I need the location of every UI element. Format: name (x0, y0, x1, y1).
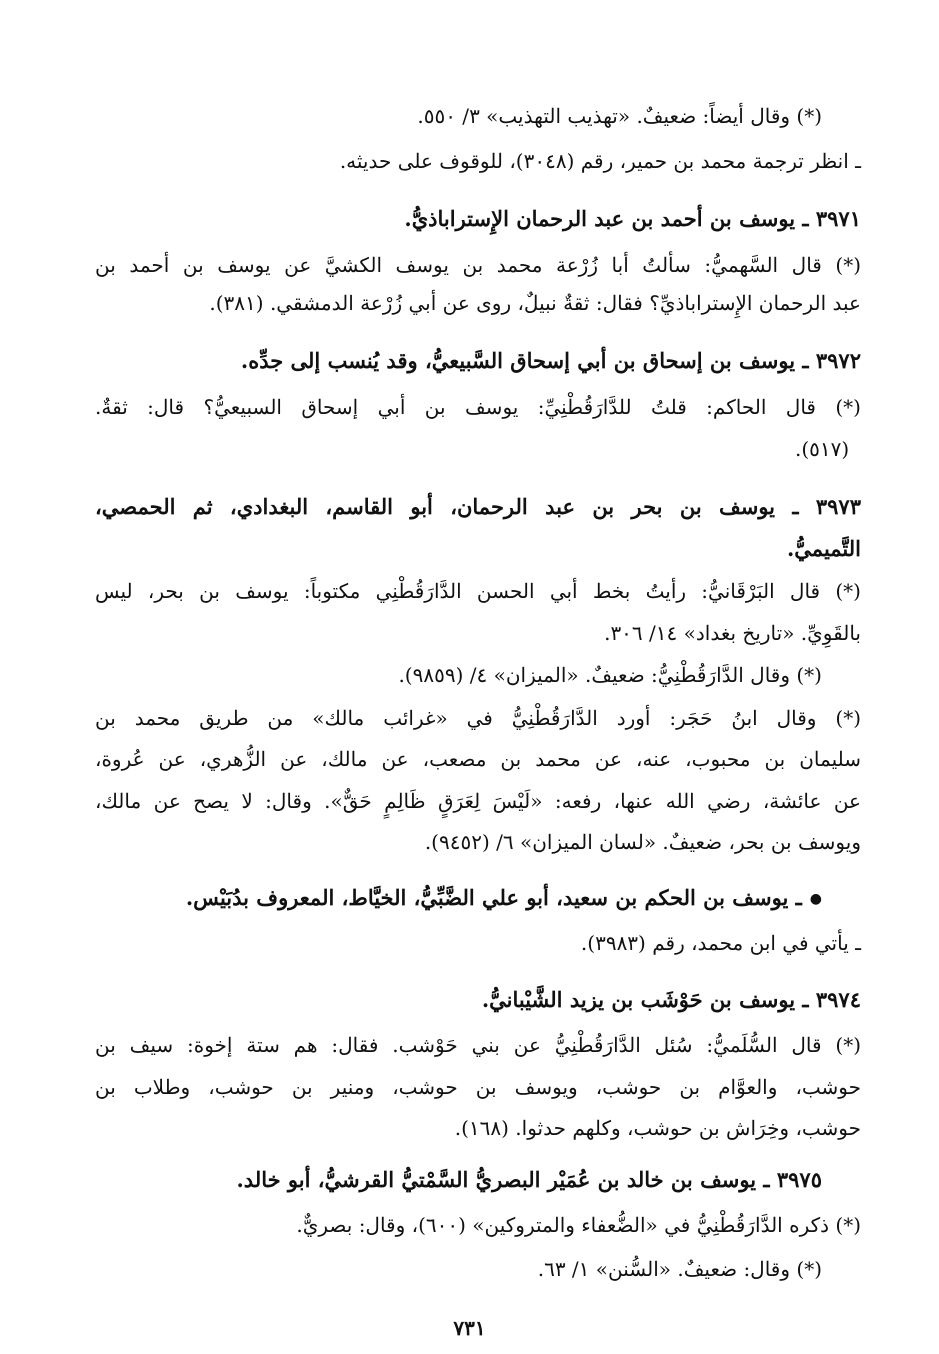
entry-heading: ٣٩٧٥ ـ يوسف بن خالد بن عُمَيْر البصريُّ السَّمْتيُّ القرشيُّ، أبو خالد. (236, 1167, 822, 1192)
entry-heading (186, 883, 822, 914)
text-line: (*) ذكره الدَّارَقُطْنِيُّ في «الضُّعفاء والمتروكين» (٦٠٠)، وقال: بصريٌّ. (296, 1213, 861, 1237)
text-line: ـ يأتي في ابن محمد، رقم (٣٩٨٣). (580, 931, 861, 955)
text-line: (*) قال السَّهميُّ: سألتُ أبا زُرْعة محمد بن يوسف الكشيَّ عن يوسف بن أحمد بن (95, 253, 861, 277)
text-line: ـ انظر ترجمة محمد بن حمير، رقم (٣٠٤٨)، للوقوف على حديثه. (339, 149, 861, 173)
text-line: (*) قال السُّلَميُّ: سُئل الدَّارَقُطْنِيُّ عن بني حَوْشب. فقال: هم ستة إخوة: سيف بن (95, 1033, 861, 1057)
text-line: حوشب، وخِرَاش بن حوشب، وكلهم حدثوا. (١٦٨). (454, 1116, 861, 1140)
text-line: حوشب، والعوَّام بن حوشب، ويوسف بن حوشب، ومنير بن حوشب، وطلاب بن (95, 1075, 862, 1099)
text-line: (*) وقال: ضعيفٌ. «السُّنن» ١/ ٦٣. (537, 1257, 822, 1281)
entry-heading: ٣٩٧٣ ـ يوسف بن بحر بن عبد الرحمان، أبو القاسم، البغدادي، ثم الحمصي، (95, 494, 861, 519)
text-line: سليمان بن محبوب، عنه، عن محمد بن مصعب، عن مالك، عن الزُّهري، عن عُروة، (95, 747, 861, 771)
text-line: (*) وقال أيضاً: ضعيفٌ. «تهذيب التهذيب» ٣/ ٥٥٠. (417, 104, 822, 128)
text-line: (*) وقال ابنُ حَجَر: أورد الدَّارَقُطْنِيُّ في «غرائب مالك» من طريق محمد بن (95, 706, 861, 730)
page-number: ٧٣١ (453, 1316, 486, 1340)
text-line: بالقَوِيِّ. «تاريخ بغداد» ١٤/ ٣٠٦. (604, 621, 861, 645)
text-line: عبد الرحمان الإِستراباذيِّ؟ فقال: ثقةٌ نبيلٌ، روى عن أبي زُرْعة الدمشقي. (٣٨١). (209, 291, 861, 315)
bullet-icon: ● (809, 891, 822, 907)
entry-heading: ٣٩٧١ ـ يوسف بن أحمد بن عبد الرحمان الإِستراباذيُّ. (404, 206, 861, 231)
entry-heading: التَّميميُّ. (786, 536, 861, 561)
entry-heading: ٣٩٧٢ ـ يوسف بن إسحاق بن أبي إسحاق السَّبيعيُّ، وقد يُنسب إلى جدِّه. (240, 348, 861, 373)
text-line: (*) قال البَرْقَانيُّ: رأيتُ بخط أبي الحسن الدَّارَقُطْنِي مكتوباً: يوسف بن بحر، ليس (95, 579, 861, 603)
text-line: (*) قال الحاكم: قلتُ للدَّارَقُطْنِيِّ: يوسف بن أبي إسحاق السبيعيُّ؟ قال: ثقةٌ. (95, 395, 861, 419)
text-line: عن عائشة، رضي الله عنها، رفعه: «لَيْسَ لِعَرَقٍ ظَالِمٍ حَقٌّ». وقال: لا يصح عن مالك، (95, 789, 861, 813)
entry-heading: ٣٩٧٤ ـ يوسف بن حَوْشَب بن يزيد الشَّيْبانيُّ. (481, 987, 861, 1012)
text-line: (٥١٧). (795, 437, 850, 461)
text-line: (*) وقال الدَّارَقُطْنِيُّ: ضعيفٌ. «الميزان» ٤/ (٩٨٥٩). (398, 663, 822, 687)
entry-heading-text: ـ يوسف بن الحكم بن سعيد، أبو علي الضَّبِّيُّ، الخيَّاط، المعروف بدُبَيْس. (185, 885, 802, 910)
text-line: ويوسف بن بحر، ضعيفٌ. «لسان الميزان» ٦/ (٩٤٥٢). (424, 830, 861, 854)
